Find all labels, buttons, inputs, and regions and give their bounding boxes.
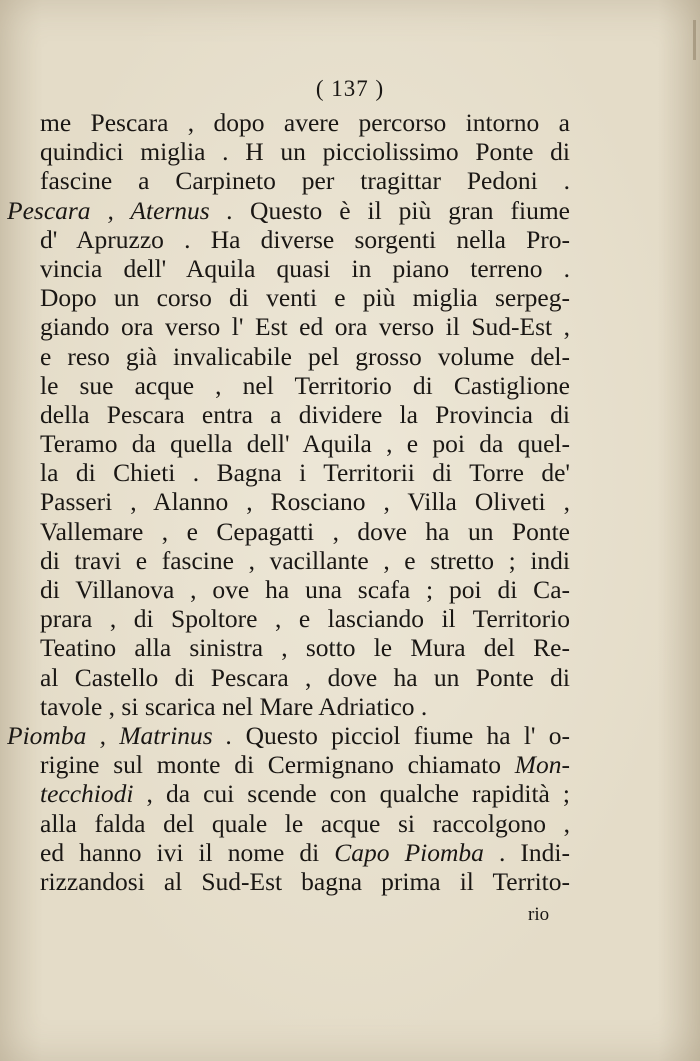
text-segment: le sue acque , nel Territorio di Castiglione: [40, 370, 570, 400]
text-segment: . Indi-: [483, 837, 570, 867]
text-segment: della Pescara entra a dividere la Provincia di: [40, 399, 570, 429]
text-line: [40, 137, 570, 166]
text-segment: me Pescara , dopo avere percorso intorno a: [40, 108, 570, 137]
text-line: [40, 867, 570, 896]
text-line: [7, 721, 570, 750]
text-line: [40, 838, 570, 867]
text-segment: di travi e fascine , vacillante , e stretto ; indi: [40, 545, 570, 575]
text-line: [40, 312, 570, 341]
body-text: [0, 108, 700, 896]
text-line: [40, 604, 570, 633]
page-number: ( 137 ): [315, 76, 385, 101]
text-line: [40, 575, 570, 604]
text-line: [40, 429, 570, 458]
text-segment: Questo è il più gran fiume: [233, 195, 570, 225]
text-segment: quindici miglia . H un picciolissimo Ponte di: [40, 137, 570, 167]
text-line: [40, 254, 570, 283]
text-segment: , da cui scende con qualche rapidità ;: [133, 779, 570, 809]
text-line: [40, 517, 570, 546]
text-segment: la di Chieti . Bagna i Territorii di Torre de': [40, 458, 570, 488]
text-segment: Vallemare , e Cepagatti , dove ha un Ponte: [40, 516, 570, 546]
text-segment: vincia dell' Aquila quasi in piano terreno .: [40, 253, 570, 283]
text-segment: fascine a Carpineto per tragittar Pedoni .: [40, 166, 570, 196]
text-segment: Teramo da quella dell' Aquila , e poi da quel-: [40, 429, 570, 459]
text-segment: e reso già invalicabile pel grosso volume del-: [40, 341, 570, 371]
text-line: [40, 546, 570, 575]
text-line: [40, 371, 570, 400]
text-segment: Questo picciol fiume ha l' o-: [232, 720, 570, 750]
italic-term: tecchiodi: [40, 779, 134, 809]
text-line: [40, 779, 570, 808]
text-line: [40, 166, 570, 195]
text-segment: prara , di Spoltore , e lasciando il Territorio: [40, 604, 570, 634]
text-line: [40, 487, 570, 516]
page-edge-mark: [693, 20, 696, 60]
text-segment: ed hanno ivi il nome di: [40, 837, 335, 867]
text-segment: rigine sul monte di Cermignano chiamato: [40, 750, 515, 780]
text-segment: Teatino alla sinistra , sotto le Mura del Re-: [40, 633, 570, 663]
text-segment: giando ora verso l' Est ed ora verso il Sud-Est ,: [40, 312, 570, 342]
text-line: [40, 283, 570, 312]
text-segment: alla falda del quale le acque si raccolgono ,: [40, 808, 570, 838]
text-segment: Passeri , Alanno , Rosciano , Villa Oliveti ,: [40, 487, 570, 517]
text-segment: d' Apruzzo . Ha diverse sorgenti nella Pro-: [40, 224, 570, 254]
text-segment: Dopo un corso di venti e più miglia serpeg-: [40, 283, 570, 313]
italic-term: Pescara , Aternus .: [7, 195, 234, 225]
text-segment: di Villanova , ove ha una scafa ; poi di Ca-: [40, 575, 570, 604]
text-line: [40, 809, 570, 838]
italic-term: Piomba , Matrinus .: [7, 720, 233, 750]
text-line: [40, 342, 570, 371]
italic-term: Mon-: [514, 750, 570, 780]
italic-term: Capo Piomba: [334, 837, 484, 867]
text-line: [40, 458, 570, 487]
text-line: [7, 196, 570, 225]
text-segment: rizzandosi al Sud-Est bagna prima il Territo-: [40, 866, 570, 896]
catchword: rio: [528, 904, 550, 925]
text-line: [40, 225, 570, 254]
text-line: [40, 663, 570, 692]
text-line: [40, 400, 570, 429]
text-segment: al Castello di Pescara , dove ha un Ponte di: [40, 662, 570, 692]
text-segment: tavole , si scarica nel Mare Adriatico .: [40, 691, 428, 721]
text-line: [40, 692, 570, 721]
text-line: [40, 108, 570, 137]
text-line: [40, 633, 570, 662]
text-line: [40, 750, 570, 779]
